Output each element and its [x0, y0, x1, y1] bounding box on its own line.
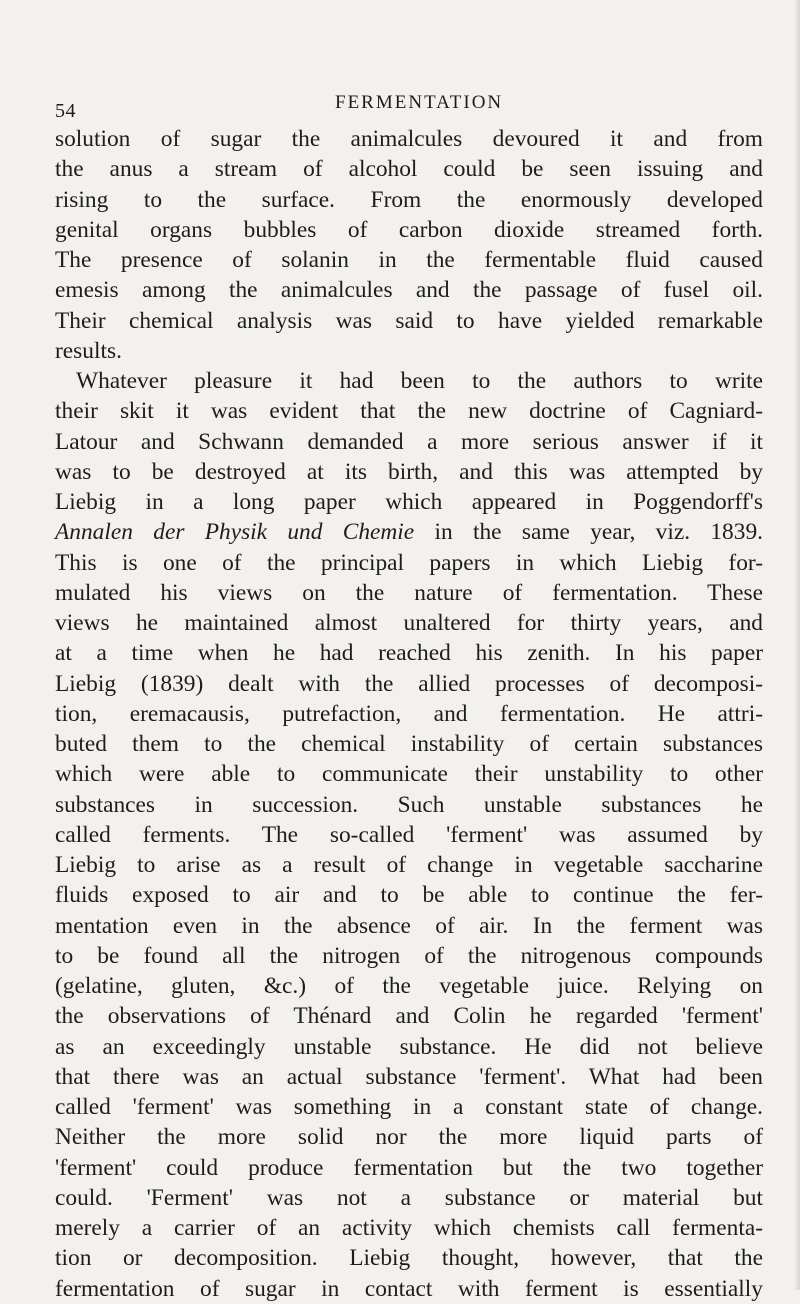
text-line: solution of sugar the animalcules devoured it and from	[55, 126, 763, 152]
text-line: substances in succession. Such unstable substances he	[55, 791, 763, 818]
text-line: called ferments. The so-called 'ferment' was assumed by	[55, 821, 763, 848]
text-line: views he maintained almost unaltered for thirty years, and	[55, 610, 763, 636]
running-head: FERMENTATION	[335, 92, 504, 113]
text-line: emesis among the animalcules and the passage of fusel oil.	[55, 277, 763, 304]
text-line: was to be destroyed at its birth, and this was attempted by	[55, 458, 763, 485]
text-line: at a time when he had reached his zenith. In his paper	[55, 640, 763, 667]
text-line-italic-title	[55, 517, 763, 547]
text-line: mentation even in the absence of air. In the ferment was	[55, 912, 763, 939]
text-line: to be found all the nitrogen of the nitrogenous compounds	[55, 942, 763, 969]
text-line: The presence of solanin in the fermentable fluid caused	[55, 247, 763, 273]
journal-title: Annalen der Physik und Chemie	[55, 519, 415, 546]
text-line: tion or decomposition. Liebig thought, however, that the	[55, 1245, 763, 1272]
text-line: which were able to communicate their unstability to other	[55, 761, 763, 788]
text-line: rising to the surface. From the enormously developed	[55, 186, 763, 213]
text-line: Liebig (1839) dealt with the allied processes of decomposi-	[55, 670, 763, 697]
text-line: (gelatine, gluten, &c.) of the vegetable juice. Relying on	[55, 973, 763, 999]
text-line: buted them to the chemical instability of certain substances	[55, 731, 763, 757]
text-line: genital organs bubbles of carbon dioxide streamed forth.	[55, 216, 763, 243]
text-line: mulated his views on the nature of fermentation. These	[55, 579, 763, 606]
text-line: could. 'Ferment' was not a substance or material but	[55, 1184, 763, 1211]
text-line: as an exceedingly unstable substance. He did not believe	[55, 1033, 763, 1060]
text-line: This is one of the principal papers in which Liebig for-	[55, 549, 763, 576]
text-line: called 'ferment' was something in a constant state of change.	[55, 1094, 763, 1120]
page-edge-shadow	[794, 0, 800, 1290]
text-line: fermentation of sugar in contact with ferment is essentially	[55, 1275, 763, 1302]
text-line: results.	[55, 337, 122, 364]
text-line: Liebig to arise as a result of change in vegetable saccharine	[55, 852, 763, 878]
text-line: Their chemical analysis was said to have yielded remarkable	[55, 307, 763, 334]
body-text	[55, 124, 763, 1304]
text-line: the observations of Thénard and Colin he regarded 'ferment'	[55, 1003, 763, 1030]
text-line: the anus a stream of alcohol could be seen issuing and	[55, 156, 763, 183]
text-line: tion, eremacausis, putrefaction, and fermentation. He attri-	[55, 700, 763, 727]
text-line: their skit it was evident that the new doctrine of Cagniard-	[55, 398, 763, 425]
text-line: Latour and Schwann demanded a more serious answer if it	[55, 428, 763, 455]
text-line: fluids exposed to air and to be able to continue the fer-	[55, 882, 763, 909]
text-line: Liebig in a long paper which appeared in Poggendorff's	[55, 489, 763, 515]
page-number: 54	[55, 100, 76, 122]
page-header	[55, 92, 760, 122]
text-line: Neither the more solid nor the more liquid parts of	[55, 1124, 763, 1151]
text-line: 'ferment' could produce fermentation but the two together	[55, 1154, 763, 1181]
text-line: that there was an actual substance 'ferment'. What had been	[55, 1063, 763, 1090]
text-line: Whatever pleasure it had been to the authors to write	[76, 368, 763, 394]
text-line: merely a carrier of an activity which chemists call fermenta-	[55, 1215, 763, 1241]
text-line-rest: in the same year, viz. 1839.	[414, 519, 763, 546]
